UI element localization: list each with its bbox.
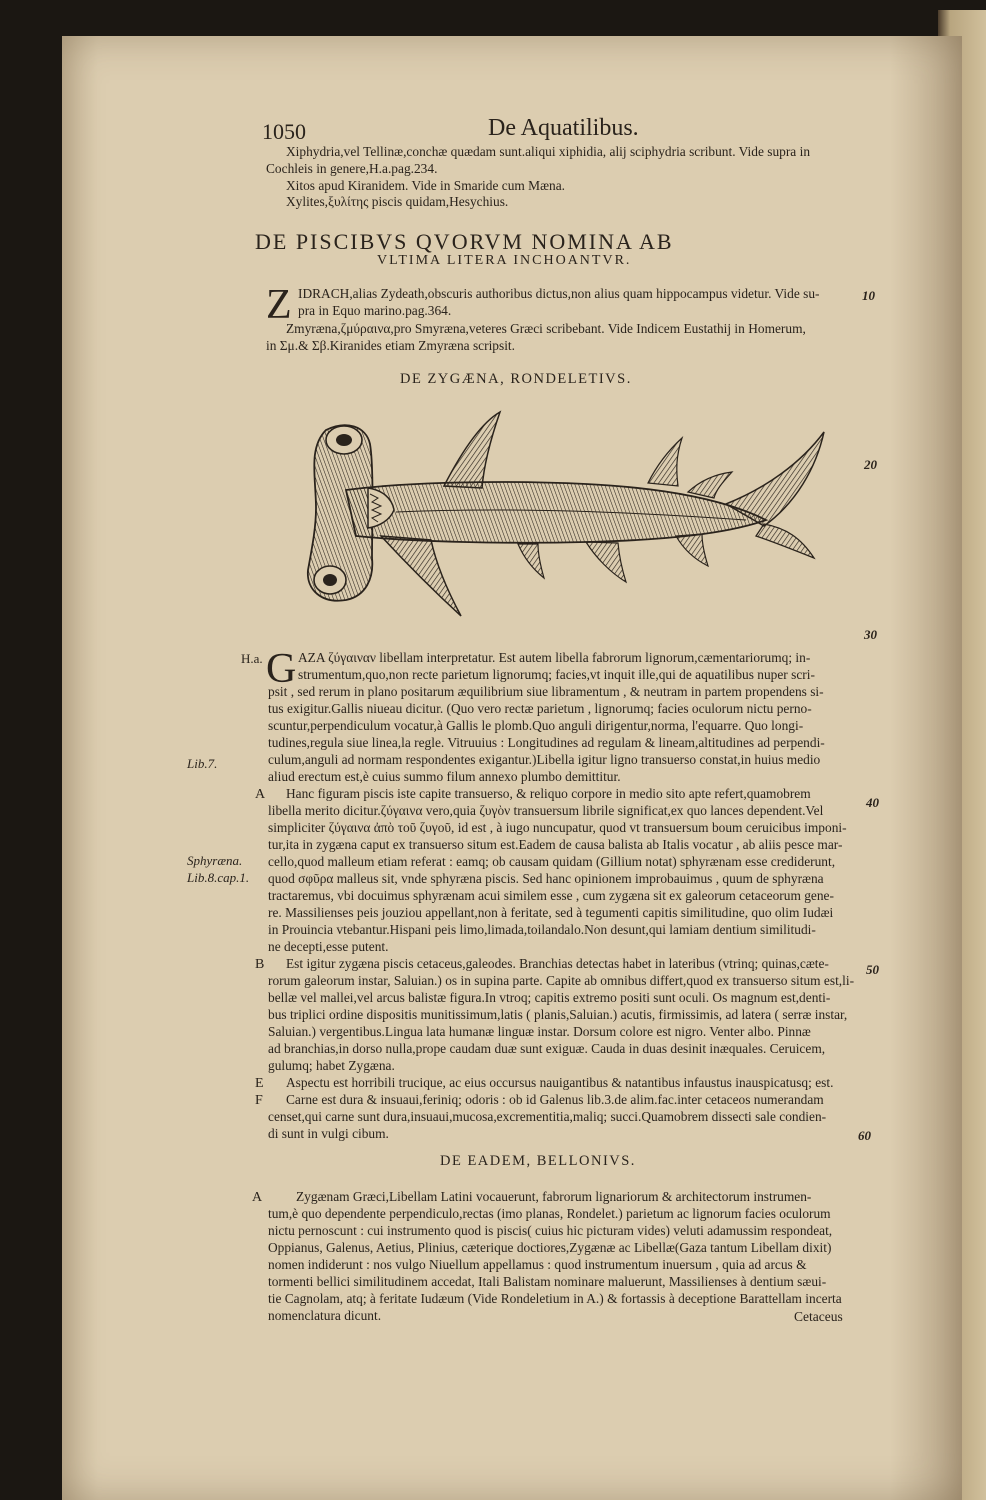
- text-line: tudines,regula siue linea,la regle. Vitruuius : Longitudines ad regulam & lineam,altitudines ad perpendi-: [268, 735, 825, 750]
- text-line: ne decepti,esse putent.: [268, 939, 389, 954]
- text-line: Xiphydria,vel Tellinæ,conchæ quædam sunt.aliqui xiphidia, alij sciphydria scribunt. Vide supra in: [286, 144, 811, 159]
- text-line: ad branchias,in dorso nulla,prope caudam duæ sunt exiguæ. Cauda in duas desinit inæquales. Ceruicem,: [268, 1041, 826, 1056]
- text-line: libella merito dicitur.ζύγαινα vero,quia ζυγὸν transuersum librile significat,ex quo lances dependent.Vel: [268, 803, 824, 818]
- text-line: nictu pernoscunt : cui instrumento quod is piscis( cuius hic picturam vides) veluti adamussim respondeat,: [268, 1223, 833, 1238]
- text-line: Zygænam Græci,Libellam Latini vocauerunt, fabrorum lignariorum & architectorum instrumen-: [296, 1189, 812, 1204]
- text-line: quod σφῦρα malleus sit, vnde sphyræna piscis. Sed hanc opinionem improbauimus , quum de sphyræna: [268, 871, 824, 886]
- text-line: aliud erectum est,è cuius summo filum annexo plumbo demittitur.: [268, 769, 621, 784]
- drop-cap-z: Z: [266, 282, 292, 328]
- text-line: Xylites,ξυλίτης piscis quidam,Hesychius.: [286, 194, 509, 209]
- margin-note: Lib.7.: [187, 756, 218, 771]
- text-line: bus triplici ordine dispositis munitissimum,latis ( planis,Saluian.) acutis, firmissimis, ad latera ( serræ instar,: [268, 1007, 848, 1022]
- text-line: di sunt in vulgi cibum.: [268, 1126, 389, 1141]
- text-line: tie Cagnolam, atq; à feritate Iudæum (Vide Rondeletium in A.) & fortassis à deceptione Barattellam incerta: [268, 1291, 842, 1306]
- line-number: 60: [858, 1128, 871, 1143]
- section-letter: B: [255, 957, 265, 972]
- hammerhead-shark-illustration: [286, 408, 846, 638]
- section-letter: A: [255, 787, 266, 802]
- text-line: pra in Equo marino.pag.364.: [298, 303, 452, 318]
- text-line: Aspectu est horribili trucique, ac eius occursus nauigantibus & natantibus infaustus inauspicatusq; est.: [286, 1075, 834, 1090]
- text-line: censet,qui carne sunt dura,insuaui,mucosa,excrementitia,maliq; succi.Quamobrem dissecti sale condien-: [268, 1109, 827, 1124]
- text-line: nomenclatura dicunt.: [268, 1308, 382, 1323]
- zygaena-heading: DE ZYGÆNA, RONDELETIVS.: [400, 371, 632, 387]
- section-heading: DE PISCIBVS QVORVM NOMINA AB: [255, 229, 674, 254]
- text-line: Hanc figuram piscis iste capite transuerso, & reliquo corpore in medio sito apte refert,quamobrem: [286, 786, 811, 801]
- section-letter: F: [255, 1093, 263, 1108]
- text-line: cello,quod malleum etiam referat : eamq; ob causam quidam (Gillium notat) sphyrænam esse crediderunt,: [268, 854, 836, 869]
- section-letter: E: [255, 1076, 264, 1091]
- text-line: tormenti bellici similitudinem accedat, Itali Balistam nominare maluerunt, Massilienses à dentium sæui-: [268, 1274, 827, 1289]
- margin-note: Sphyræna.: [187, 853, 243, 868]
- page-number: 1050: [262, 119, 306, 144]
- text-line: Oppianus, Galenus, Aetius, Plinius, cæterique doctiores,Zygænæ ac Libellæ(Gaza tantum Libellam dixit): [268, 1240, 832, 1255]
- text-line: Xitos apud Kiranidem. Vide in Smaride cum Mæna.: [286, 178, 565, 193]
- text-line: Zmyræna,ζμύραινα,pro Smyræna,veteres Græci scribebant. Vide Indicem Eustathij in Homerum,: [286, 321, 806, 336]
- text-line: gulumq; habet Zygæna.: [268, 1058, 395, 1073]
- text-line: simpliciter ζύγαινα ἀπὸ τοῦ ζυγοῦ, id est , à iugo nuncupatur, quod vt transuersum boum ceruicibus imponi-: [268, 820, 847, 835]
- text-line: Cochleis in genere,H.a.pag.234.: [266, 161, 438, 176]
- text-line: in Prouincia vtebantur.Hispani peis limo,limada,toilandalo.Non desunt,qui lamiam dentium similitudi-: [268, 922, 816, 937]
- text-line: tractaremus, vbi docuimus sphyrænam acui similem esse , cum zygæna sit ex galeorum cetaceorum gene-: [268, 888, 834, 903]
- text-line: IDRACH,alias Zydeath,obscuris authoribus dictus,non alius quam hippocampus videtur. Vide su-: [298, 286, 820, 301]
- text-line: bellæ vel mallei,vel arcus balistæ figura.In vtroq; capitis extremo positi sunt oculi. Os magnum est,denti-: [268, 990, 831, 1005]
- text-line: psit , sed rerum in plano positarum æquilibrium siue libramentum , & neutram in partem propendens si-: [268, 684, 824, 699]
- catchword: Cetaceus: [794, 1309, 843, 1324]
- line-number: 20: [864, 457, 877, 472]
- text-line: culum,anguli ad normam respondentes exigantur.)Libella igitur ligno transuerso constat,in huius medio: [268, 752, 821, 767]
- bellonius-heading: DE EADEM, BELLONIVS.: [440, 1153, 636, 1169]
- margin-note: H.a.: [241, 651, 263, 666]
- text-line: re. Massilienses peis jouziou appellant,non à feritate, sed à tegumenti capitis similitudine, quo olim Iudæi: [268, 905, 834, 920]
- text-line: nomen indiderunt : nos vulgo Niuellum appellamus : quod instrumentum inuersum , quia ad arcus &: [268, 1257, 807, 1272]
- running-title: De Aquatilibus.: [488, 115, 639, 141]
- line-number: 50: [866, 962, 879, 977]
- text-line: tur,ita in zygæna caput ex transuerso situm est.Eadem de causa balista ab Italis vocatur , ab aliis pesce mar-: [268, 837, 843, 852]
- text-line: strumentum,quo,non recte parietum lignorumq; facies,vt inquit ille,qui de aquatilibus nuper scri-: [298, 667, 815, 682]
- line-number: 10: [862, 288, 875, 303]
- text-line: Est igitur zygæna piscis cetaceus,galeodes. Branchias detectas habet in lateribus (vtrinq; quinas,cæte-: [286, 956, 829, 971]
- text-line: tus exigitur.Gallis niueau dicitur. (Quo vero rectæ parietum , lignorumq; facies oculorum nictu perno-: [268, 701, 812, 716]
- text-line: Carne est dura & insuaui,feriniq; odoris : ob id Galenus lib.3.de alim.fac.inter cetaceos numerandam: [286, 1092, 824, 1107]
- line-number: 40: [866, 795, 879, 810]
- text-line: tum,è quo dependente perpendiculo,rectas (imo planas, Rondelet.) parietum ac lignorum facies oculorum: [268, 1206, 831, 1221]
- text-line: scuntur,perpendiculum vocatur,à Gallis le plomb.Quo anguli dirigentur,norma, l'equarre. Quo longi-: [268, 718, 804, 733]
- margin-note: Lib.8.cap.1.: [187, 870, 250, 885]
- text-line: rorum galeorum instar, Saluian.) os in supina parte. Capite ab omnibus differt,quod ex transuerso situm est,li-: [268, 973, 855, 988]
- text-line: in Σμ.& Σβ.Kiranides etiam Zmyræna scripsit.: [266, 338, 515, 353]
- drop-cap-g: G: [266, 646, 297, 692]
- line-number: 30: [864, 627, 877, 642]
- text-line: Saluian.) vergentibus.Lingua lata humanæ linguæ instar. Dorsum colore est nigro. Venter albo. Pinnæ: [268, 1024, 811, 1039]
- section-letter: A: [252, 1190, 263, 1205]
- section-subheading: VLTIMA LITERA INCHOANTVR.: [377, 253, 632, 268]
- text-line: AZA ζύγαιναν libellam interpretatur. Est autem libella fabrorum lignorum,cæmentariorumq; in-: [298, 650, 811, 665]
